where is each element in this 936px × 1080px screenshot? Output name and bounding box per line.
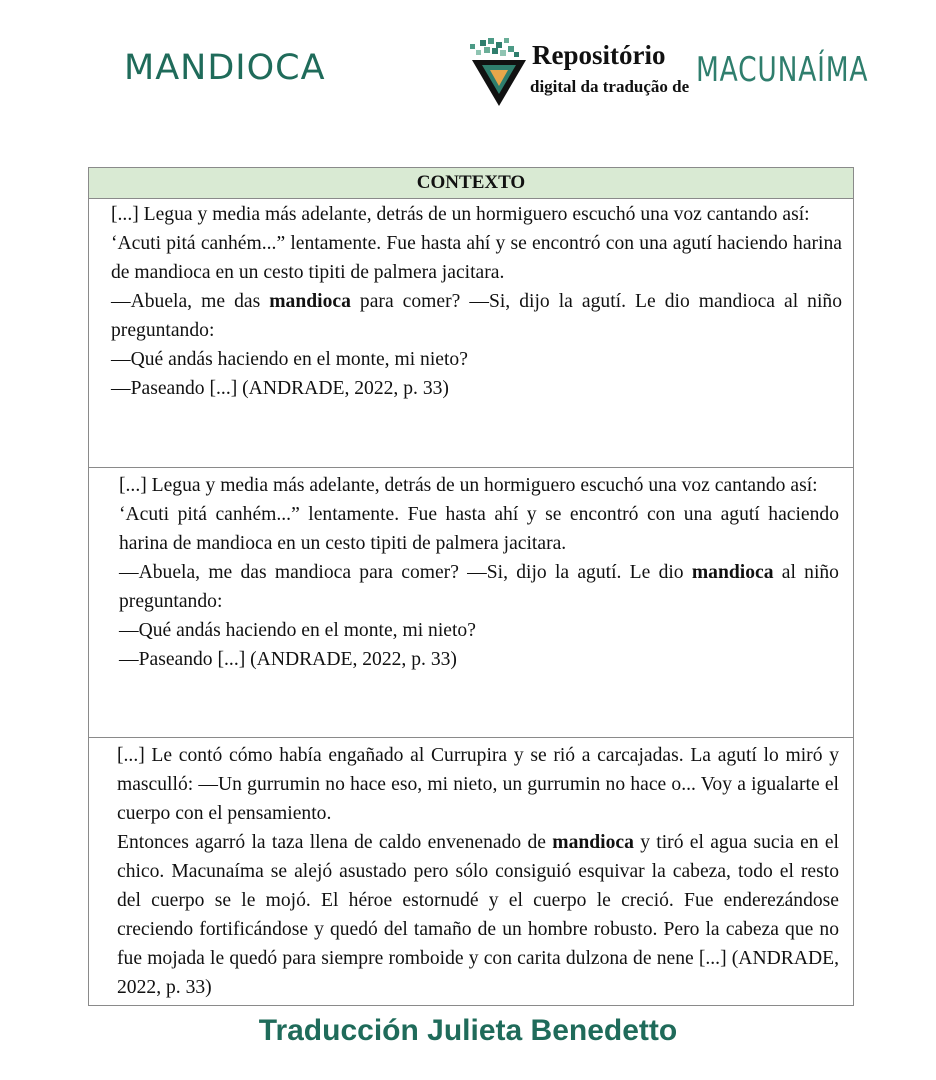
context-entry-2 xyxy=(89,468,854,738)
table-row xyxy=(89,468,854,738)
paragraph: —Abuela, me das mandioca para comer? —Si, dijo la agutí. Le dio mandioca al niño preguntando: xyxy=(111,291,842,341)
logo-title: Repositório xyxy=(532,40,666,70)
paragraph: [...] Legua y media más adelante, detrás de un hormiguero escuchó una voz cantando así: xyxy=(119,475,818,496)
context-entry-3 xyxy=(89,738,854,1006)
paragraph: [...] Le contó cómo había engañado al Currupira y se rió a carcajadas. La agutí lo miró y masculló: —Un gurrumin no hace eso, mi nieto, un gurrumin no hace o... Voy a igualarte el cuerpo con el pensamiento. xyxy=(117,745,839,824)
paragraph: ‘Acuti pitá canhém...” lentamente. Fue hasta ahí y se encontró con una agutí haciendo harina de mandioca en un cesto tipiti de palmera jacitara. xyxy=(111,233,842,283)
table-row xyxy=(89,738,854,1006)
table-row xyxy=(89,199,854,468)
highlighted-term: mandioca xyxy=(552,832,634,853)
paragraph: —Abuela, me das mandioca para comer? —Si, dijo la agutí. Le dio mandioca al niño preguntando: xyxy=(119,562,839,612)
highlighted-term: mandioca xyxy=(269,291,351,312)
context-table xyxy=(88,167,854,1006)
translator-credit: Traducción Julieta Benedetto xyxy=(258,1014,678,1047)
highlighted-term: mandioca xyxy=(691,562,774,583)
paragraph: —Paseando [...] (ANDRADE, 2022, p. 33) xyxy=(111,378,449,399)
paragraph: —Qué andás haciendo en el monte, mi nieto? xyxy=(111,349,468,370)
context-header-row xyxy=(89,168,854,199)
logo-brand: MACUNAÍMA xyxy=(696,50,869,90)
paragraph: ‘Acuti pitá canhém...” lentamente. Fue hasta ahí y se encontró con una agutí haciendo harina de mandioca en un cesto tipiti de palmera jacitara. xyxy=(119,504,839,554)
repository-logo-icon xyxy=(470,36,530,108)
context-entry-1 xyxy=(89,199,854,468)
paragraph: [...] Legua y media más adelante, detrás de un hormiguero escuchó una voz cantando así: xyxy=(111,204,810,225)
context-header: CONTEXTO xyxy=(89,168,854,199)
repository-logo xyxy=(470,36,870,114)
paragraph: —Qué andás haciendo en el monte, mi nieto? xyxy=(119,620,476,641)
paragraph: —Paseando [...] (ANDRADE, 2022, p. 33) xyxy=(119,649,457,670)
logo-subtitle: digital da tradução de xyxy=(530,77,690,96)
paragraph: Entonces agarró la taza llena de caldo envenenado de mandioca y tiró el agua sucia en el chico. Macunaíma se alejó asustado pero sólo consiguió esquivar la cabeza, todo el resto del cuerpo se le mojó. El héroe estornudé y el cuerpo le creció. Fue enderezándose creciendo fortificándose y quedó del tamaño de un hombre robusto. Pero la cabeza que no fue mojada le quedó para siempre romboide y con carita dulzona de nene [...] (ANDRADE, 2022, p. 33) xyxy=(117,832,839,998)
page-title: MANDIOCA xyxy=(124,48,326,88)
